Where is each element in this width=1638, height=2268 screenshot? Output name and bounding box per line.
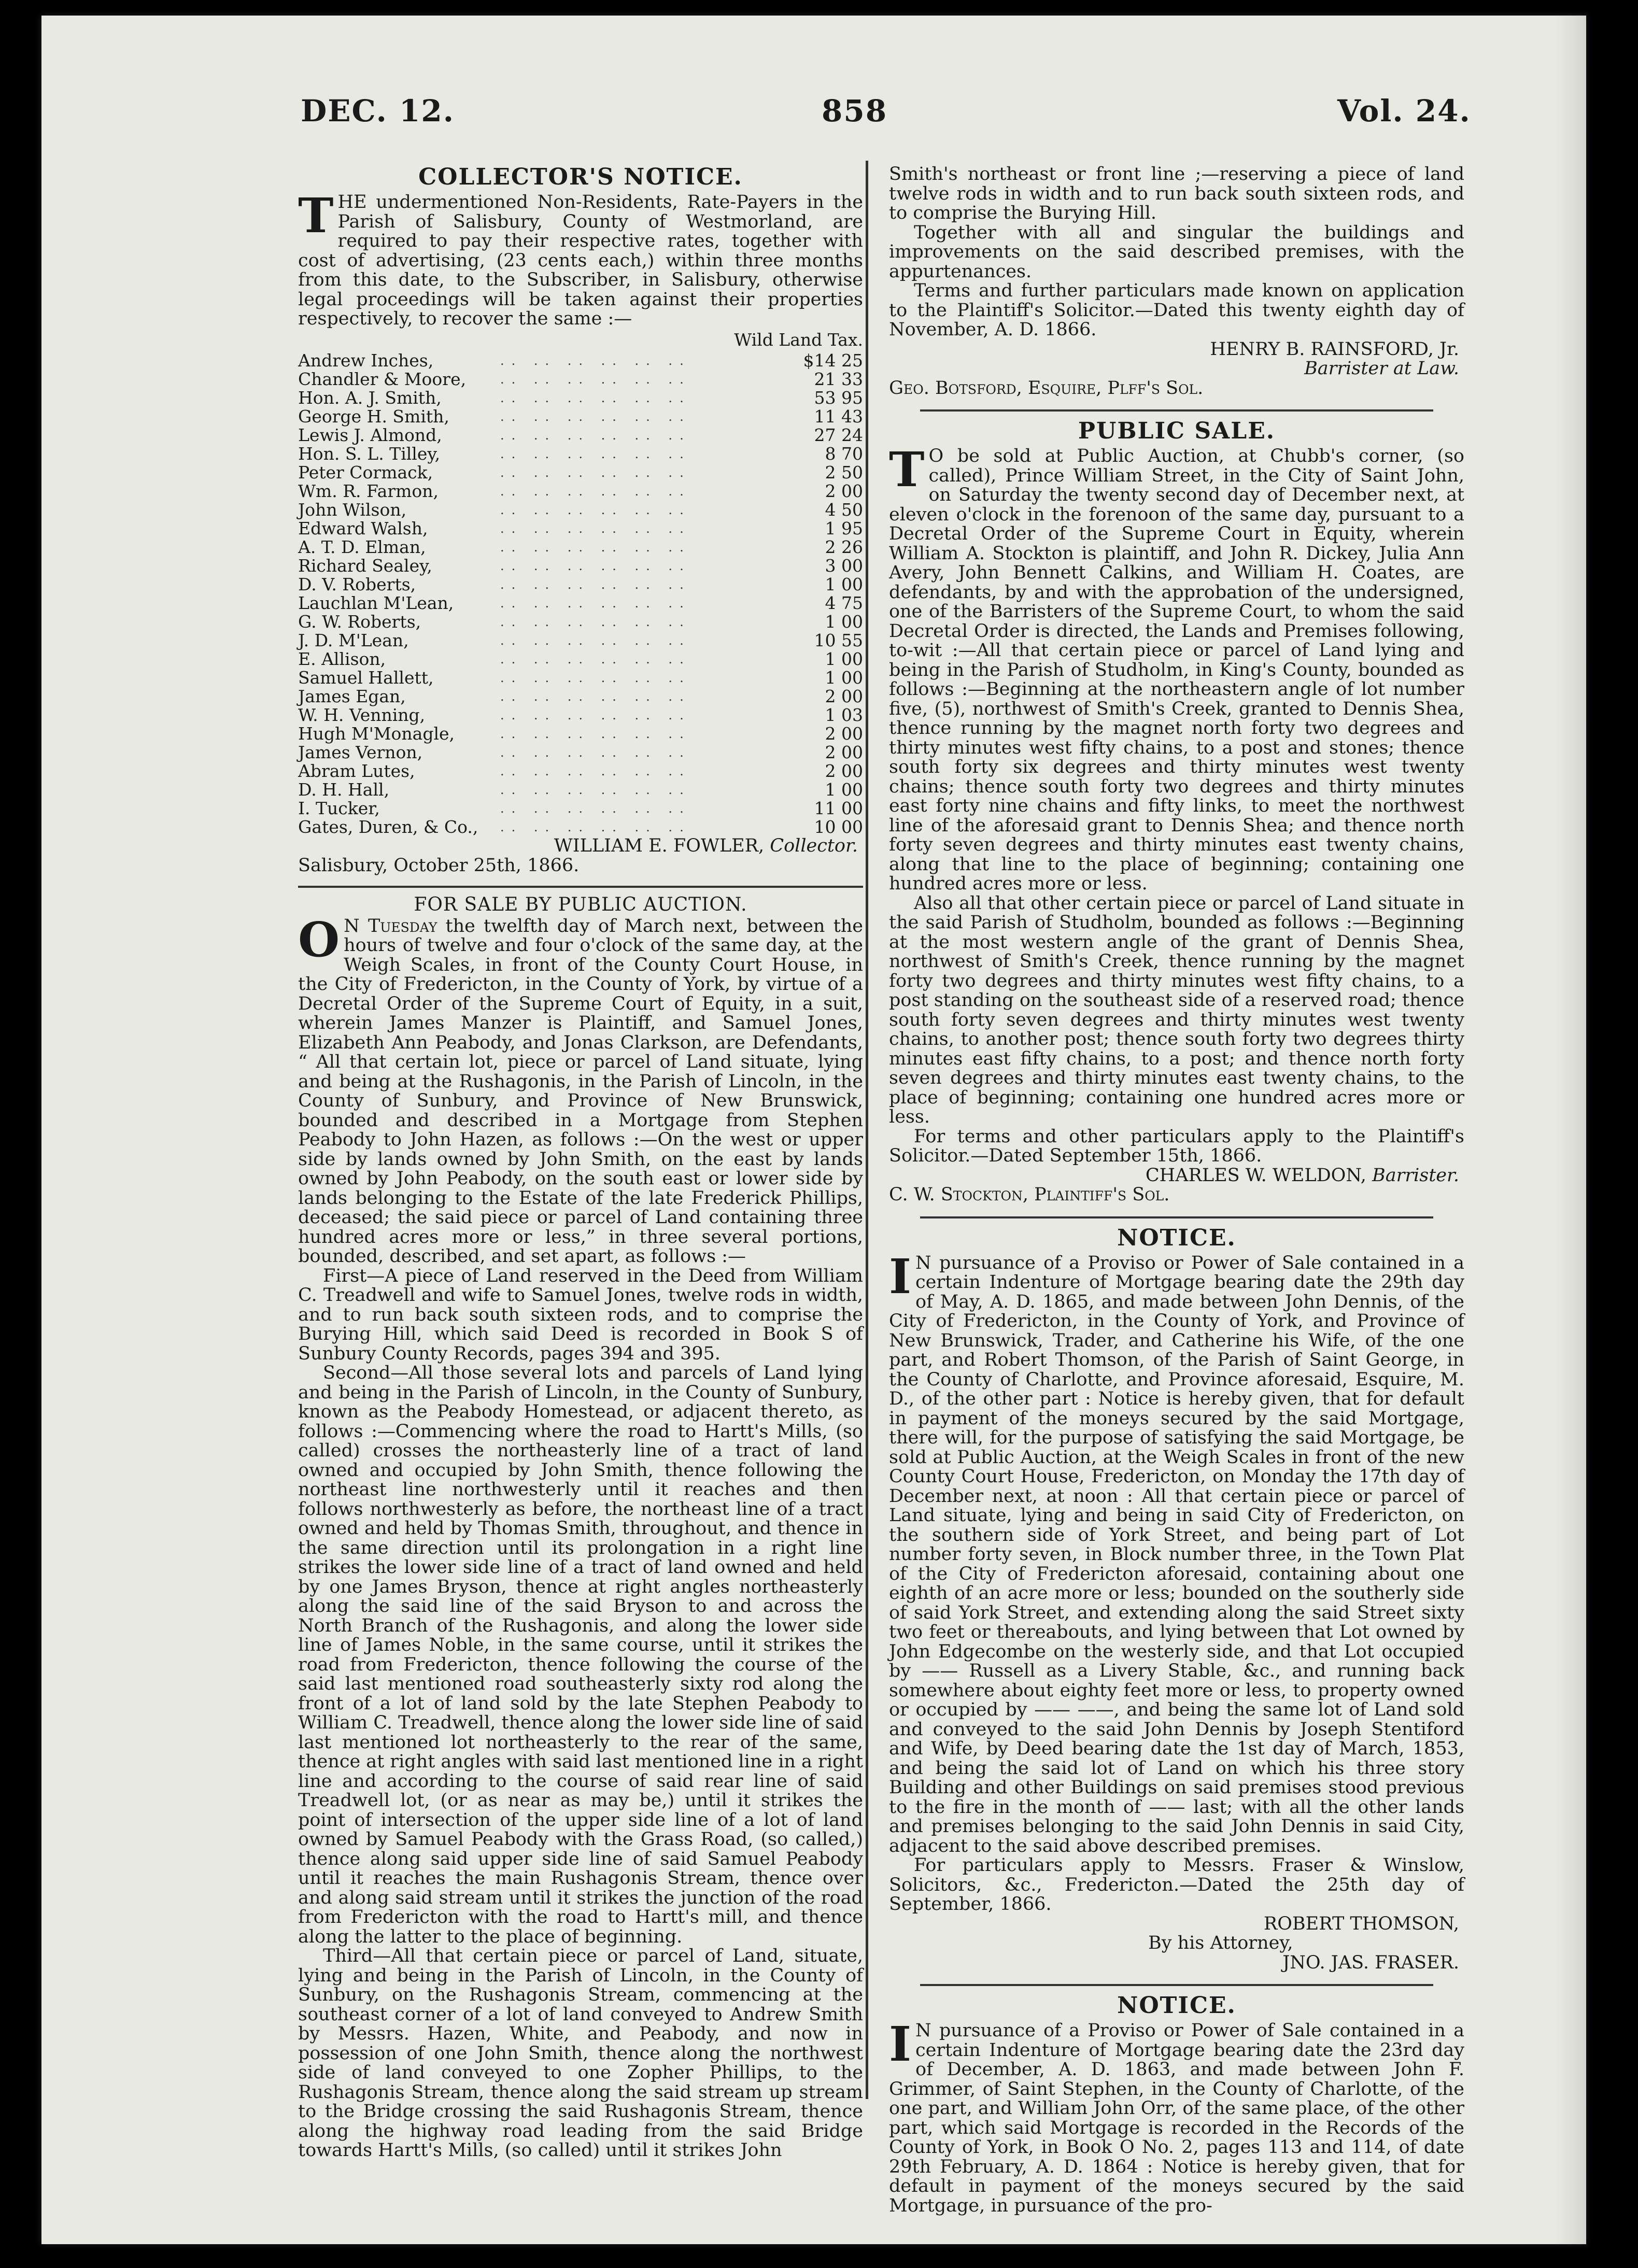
taxpayer-name: George H. Smith, [298, 406, 449, 427]
tax-row [298, 389, 863, 407]
section-rule [920, 1216, 1433, 1218]
taxpayer-name: Lauchlan M'Lean, [298, 593, 454, 613]
tax-amount: 2 00 [825, 742, 863, 762]
leader-dots: .. .. .. .. .. .. [500, 521, 691, 536]
notice-one-signature: ROBERT THOMSON, [1263, 1913, 1459, 1934]
leader-dots: .. .. .. .. .. .. [500, 689, 691, 704]
leader-dots: .. .. .. .. .. .. [500, 540, 691, 555]
leader-dots: .. .. .. .. .. .. [500, 447, 691, 461]
notice-one-body [889, 1248, 1464, 1856]
tax-row [298, 687, 863, 706]
tax-amount: 2 00 [825, 686, 863, 706]
auction-signature-title: Barrister at Law. [1304, 358, 1459, 379]
leader-dots: .. .. .. .. .. .. [500, 484, 691, 499]
public-sale-body [889, 442, 1464, 894]
public-sale-also: Also all that other certain piece or parcel of Land situate in the said Parish of Studholm, bounded as follows :—Beginning at the most western angle of the grant of Dennis Shea, northwest of Smith's Creek, thence running by the magnet forty two degrees and thirty minutes west fifty chains, to a post standing on the southeast side of a reserved road; thence south forty seven degrees and thirty minutes west twenty chains, to another post; thence south forty two degrees thirty minutes east fifty chains, to a post; and thence north forty seven degrees and thirty minutes east twenty chains, to the place of beginning; containing one hundred acres more or less. [889, 892, 1464, 1127]
drop-cap: I [889, 2016, 912, 2072]
header-date: DEC. 12. [301, 93, 455, 129]
leader-dots: .. .. .. .. .. .. [500, 708, 691, 722]
tax-row [298, 706, 863, 725]
tax-amount: 8 70 [825, 444, 863, 464]
tax-row [298, 743, 863, 762]
auction-second-parcel: Second—All those several lots and parcels of Land lying and being in the Parish of Lincoln, in the County of Sunbury, known as the Peabody Homestead, or adjacent thereto, as follows :—Commencing where the road to Hartt's Mills, (so called) crosses the northeasterly line of a tract of land owned and occupied by John Smith, thence following the northeast line northwesterly until it reaches and then follows northwesterly as before, the northeast line of a tract owned and held by Thomas Smith, throughout, and thence in the same direction until its prolongation in a right line strikes the lower side line of a tract of land owned and held by one James Bryson, thence at right angles northeasterly along the said line of the said Bryson to and across the North Branch of the Rushagonis, and along the lower side line of James Noble, in the same course, until it strikes the road from Fredericton, thence following the course of the said last mentioned road southeasterly sixty rod along the front of a lot of land sold by the late Stephen Peabody to William C. Treadwell, thence along the lower side line of said last mentioned lot northeasterly to the rear of the same, thence at right angles with said last mentioned line in a right line and according to the course of said rear line of said Treadwell lot, (or as near as may be,) until it strikes the point of intersection of the upper side line of a lot of land owned by Samuel Peabody with the Grass Road, (so called,) thence along said upper side line of said Samuel Peabody until it reaches the main Rushagonis Stream, thence over and along said stream until it strikes the junction of the road from Fredericton with the road to Hartt's mill, and thence along the latter to the place of beginning. [298, 1363, 863, 1947]
taxpayer-name: I. Tucker, [298, 798, 380, 818]
public-sale [889, 419, 1464, 1205]
tax-amount: 2 26 [825, 537, 863, 557]
leader-dots: .. .. .. .. .. .. [500, 671, 691, 685]
leader-dots: .. .. .. .. .. .. [500, 577, 691, 592]
tax-amount: 4 75 [825, 593, 863, 613]
tax-amount: 1 00 [825, 649, 863, 669]
notice-one-attorney: By his Attorney, [1148, 1933, 1293, 1953]
leader-dots: .. .. .. .. .. .. [500, 801, 691, 816]
tax-row [298, 445, 863, 463]
tax-amount: 10 55 [814, 630, 863, 650]
taxpayer-name: Lewis J. Almond, [298, 425, 442, 445]
public-sale-signer: CHARLES W. WELDON, [1145, 1165, 1366, 1186]
tax-row [298, 818, 863, 837]
leader-dots: .. .. .. .. .. .. [500, 409, 691, 424]
tax-row [298, 594, 863, 613]
tax-row [298, 370, 863, 389]
taxpayer-name: A. T. D. Elman, [298, 537, 426, 557]
column-divider [866, 161, 868, 2099]
taxpayer-name: Richard Sealey, [298, 556, 432, 576]
auction-continuation: Smith's northeast or front line ;—reserving a piece of land twelve rods in width and to run back south sixteen rods, and to comprise the Burying Hill. [889, 164, 1464, 223]
tax-row [298, 613, 863, 631]
drop-cap: I [889, 1248, 912, 1305]
tax-row [298, 631, 863, 650]
taxpayer-name: Andrew Inches, [298, 350, 434, 371]
public-sale-title: PUBLIC SALE. [1078, 418, 1276, 444]
notice-one [889, 1226, 1464, 1973]
leader-dots: .. .. .. .. .. .. [500, 745, 691, 760]
notice-one-particulars: For particulars apply to Messrs. Fraser & Winslow, Solicitors, &c., Fredericton.—Dated the 25th day of September, 1866. [889, 1855, 1464, 1915]
auction-solicitor: Geo. Botsford, Esquire, Plff's Sol. [889, 377, 1204, 399]
public-sale-solicitor: C. W. Stockton, Plaintiff's Sol. [889, 1184, 1170, 1205]
drop-cap: T [298, 188, 334, 244]
tax-row [298, 669, 863, 687]
collector-name: WILLIAM E. FOWLER, [554, 835, 765, 856]
auction-lead-word: N Tuesday [344, 915, 437, 937]
auction-sale-body [298, 911, 863, 1267]
tax-amount: 2 50 [825, 462, 863, 483]
taxpayer-name: D. V. Roberts, [298, 574, 416, 594]
leader-dots: .. .. .. .. .. .. [500, 783, 691, 797]
leader-dots: .. .. .. .. .. .. [500, 465, 691, 480]
tax-amount: $14 25 [803, 350, 863, 371]
right-column [889, 165, 1464, 2216]
taxpayer-name: E. Allison, [298, 649, 386, 669]
tax-row [298, 501, 863, 519]
leader-dots: .. .. .. .. .. .. [500, 391, 691, 405]
auction-together: Together with all and singular the buildings and improvements on the said described premises, with the appurtenances. [889, 222, 1464, 282]
tax-row [298, 557, 863, 575]
taxpayer-name: Abram Lutes, [298, 761, 415, 781]
notice-one-title: NOTICE. [1117, 1224, 1236, 1251]
tax-row [298, 407, 863, 426]
collector-notice-title: COLLECTOR'S NOTICE. [418, 164, 743, 190]
section-rule [920, 409, 1433, 412]
collector-title: Collector. [770, 835, 858, 856]
drop-cap: T [889, 442, 925, 498]
leader-dots: .. .. .. .. .. .. [500, 764, 691, 778]
collector-dateline: Salisbury, October 25th, 1866. [298, 855, 580, 876]
leader-dots: .. .. .. .. .. .. [500, 353, 691, 368]
taxpayer-name: G. W. Roberts, [298, 612, 421, 632]
auction-sale [298, 895, 863, 2161]
taxpayer-name: James Egan, [298, 686, 406, 706]
tax-column-header: Wild Land Tax. [734, 329, 863, 350]
section-rule [920, 1984, 1433, 1986]
tax-amount: 1 00 [825, 779, 863, 800]
leader-dots: .. .. .. .. .. .. [500, 428, 691, 443]
tax-row [298, 725, 863, 743]
notice-two [889, 1993, 1464, 2216]
tax-amount: 10 00 [814, 817, 863, 837]
tax-amount: 1 00 [825, 612, 863, 632]
auction-first-parcel: First—A piece of Land reserved in the Deed from William C. Treadwell and wife to Samuel Jones, twelve rods in width, and to run back south sixteen rods, and to comprise the Burying Hill, which said Deed is recorded in Book S of Sunbury County Records, pages 394 and 395. [298, 1265, 863, 1364]
collector-notice [298, 165, 863, 875]
leader-dots: .. .. .. .. .. .. [500, 503, 691, 517]
tax-row [298, 519, 863, 538]
taxpayer-name: Wm. R. Farmon, [298, 481, 439, 501]
tax-amount: 21 33 [814, 369, 863, 389]
drop-cap: O [298, 911, 340, 968]
leader-dots: .. .. .. .. .. .. [500, 372, 691, 387]
auction-sale-title: FOR SALE BY PUBLIC AUCTION. [414, 894, 747, 915]
tax-row [298, 575, 863, 594]
notice-two-title: NOTICE. [1117, 1992, 1236, 2019]
tax-amount: 4 50 [825, 500, 863, 520]
tax-amount: 1 00 [825, 668, 863, 688]
leader-dots: .. .. .. .. .. .. [500, 652, 691, 667]
tax-amount: 27 24 [814, 425, 863, 445]
tax-amount: 11 00 [814, 798, 863, 818]
public-sale-signer-title: Barrister. [1372, 1165, 1459, 1186]
leader-dots: .. .. .. .. .. .. [500, 820, 691, 834]
tax-amount: 2 00 [825, 761, 863, 781]
taxpayer-name: John Wilson, [298, 500, 407, 520]
tax-amount: 2 00 [825, 724, 863, 744]
tax-row [298, 762, 863, 781]
tax-amount: 11 43 [814, 406, 863, 427]
leader-dots: .. .. .. .. .. .. [500, 615, 691, 629]
tax-amount: 1 03 [825, 705, 863, 725]
public-sale-signature [889, 1166, 1459, 1186]
tax-row [298, 538, 863, 557]
header-page-number: 858 [822, 93, 888, 129]
public-sale-terms: For terms and other particulars apply to the Plaintiff's Solicitor.—Dated September 15th, 1866. [889, 1126, 1464, 1166]
notice-two-body [889, 2016, 1464, 2216]
taxpayer-name: Hon. S. L. Tilley, [298, 444, 441, 464]
tax-amount: 53 95 [814, 388, 863, 408]
taxpayer-name: J. D. M'Lean, [298, 630, 409, 650]
tax-row [298, 351, 863, 370]
tax-row [298, 650, 863, 669]
tax-row [298, 781, 863, 799]
taxpayer-name: W. H. Venning, [298, 705, 426, 725]
notice-two-text: N pursuance of a Proviso or Power of Sale contained in a certain Indenture of Mortgage bearing date the 23rd day of December, A. D. 1863, and made between John F. Grimmer, of Saint Stephen, in the County of Charlotte, of the one part, and William John Orr, of the same place, of the other part, which said Mortgage is recorded in the Records of the County of York, in Book O No. 2, pages 113 and 114, of date 29th February, A. D. 1864 : Notice is hereby given, that for default in payment of the moneys secured by the said Mortgage, in pursuance of the pro- [889, 2020, 1464, 2216]
notice-one-attorney-name: JNO. JAS. FRASER. [1282, 1952, 1459, 1973]
taxpayer-name: D. H. Hall, [298, 779, 390, 800]
header-volume: Vol. 24. [1337, 93, 1471, 129]
tax-row [298, 799, 863, 818]
taxpayer-name: James Vernon, [298, 742, 423, 762]
auction-third-parcel: Third—All that certain piece or parcel of Land, situate, lying and being in the Parish of Lincoln, in the County of Sunbury, on the Rushagonis Stream, commencing at the southeast corner of a lot of land conveyed to Andrew Smith by Messrs. Hazen, White, and Peabody, and now in possession of one John Smith, thence along the northwest side of land conveyed to one Zopher Phillips, to the Rushagonis Stream, thence along the said stream up stream to the Bridge crossing the said Rushagonis Stream, thence along the highway road leading from the said Bridge towards Hartt's Mills, (so called) until it strikes John [298, 1946, 863, 2161]
taxpayer-name: Chandler & Moore, [298, 369, 467, 389]
tax-amount: 3 00 [825, 556, 863, 576]
tax-row [298, 463, 863, 482]
taxpayer-name: Edward Walsh, [298, 518, 428, 538]
taxpayer-name: Samuel Hallett, [298, 668, 434, 688]
section-rule [298, 886, 863, 888]
auction-signature-name: HENRY B. RAINSFORD, Jr. [1210, 338, 1459, 360]
taxpayer-name: Peter Cormack, [298, 462, 433, 483]
left-column [298, 165, 863, 2161]
leader-dots: .. .. .. .. .. .. [500, 727, 691, 741]
leader-dots: .. .. .. .. .. .. [500, 559, 691, 573]
auction-sale-text: the twelfth day of March next, between the hours of twelve and four o'clock of the same day, at the Weigh Scales, in front of the County Court House, in the City of Fredericton, in the County of York, by virtue of a Decretal Order of the Supreme Court of Equity, in a suit, wherein James Manzer is Plaintiff, and Samuel Jones, Elizabeth Ann Peabody, and Jonas Clarkson, are Defendants, “ All that certain lot, piece or parcel of Land situate, lying and being at the Rushagonis, in the Parish of Lincoln, in the County of Sunbury, and Province of New Brunswick, bounded and described in a Mortgage from Stephen Peabody to John Hazen, as follows :—On the west or upper side by lands owned by John Smith, on the east by lands owned by John Peabody, on the south east or lower side by lands belonging to the Estate of the late Frederick Phillips, deceased; the said piece or parcel of Land containing three hundred acres more or less,” in three several portions, bounded, described, and set apart, as follows :— [298, 915, 863, 1267]
leader-dots: .. .. .. .. .. .. [500, 633, 691, 648]
public-sale-text: O be sold at Public Auction, at Chubb's corner, (so called), Prince William Street, in the City of Saint John, on Saturday the twenty second day of December next, at eleven o'clock in the forenoon of the same day, pursuant to a Decretal Order of the Supreme Court in Equity, wherein William A. Stockton is plaintiff, and John R. Dickey, Julia Ann Avery, John Bennett Calkins, and William H. Coates, are defendants, by and with the approbation of the undersigned, one of the Barristers of the Supreme Court, to whom the said Decretal Order is directed, the Lands and Premises following, to-wit :—All that certain piece or parcel of Land lying and being in the Parish of Studholm, in King's County, bounded as follows :—Beginning at the northeastern angle of lot number five, (5), northwest of Smith's Creek, granted to Dennis Shea, thence running by the magnet north forty two degrees and thirty minutes west fifty chains, to a post and stones; thence south forty six degrees and thirty minutes west twenty chains; thence south forty two degrees and thirty minutes east forty nine chains and fifty links, to meet the northwest line of the aforesaid grant to Dennis Shea; and thence north forty seven degrees and thirty minutes east twenty chains, along that line to the place of beginning; containing one hundred acres more or less. [889, 446, 1464, 894]
leader-dots: .. .. .. .. .. .. [500, 596, 691, 611]
auction-terms: Terms and further particulars made known on application to the Plaintiff's Solicitor.—Dated this twenty eighth day of November, A. D. 1866. [889, 280, 1464, 340]
taxpayer-name: Hon. A. J. Smith, [298, 388, 442, 408]
taxpayer-name: Gates, Duren, & Co., [298, 817, 478, 837]
notice-one-text: N pursuance of a Proviso or Power of Sale contained in a certain Indenture of Mortgage bearing date the 29th day of May, A. D. 1865, and made between John Dennis, of the City of Fredericton, in the County of York, and Province of New Brunswick, Trader, and Catherine his Wife, of the one part, and Robert Thomson, of the Parish of Saint George, in the County of Charlotte, and Province aforesaid, Esquire, M. D., of the other part : Notice is hereby given, that for default in payment of the moneys secured by the said Mortgage, there will, for the purpose of satisfying the said Mortgage, be sold at Public Auction, at the Weigh Scales in front of the new County Court House, Fredericton, on Monday the 17th day of December next, at noon : All that certain piece or parcel of Land situate, lying and being in said City of Fredericton, on the southern side of York Street, and being part of Lot number forty seven, in Block number three, in the Town Plat of the City of Fredericton aforesaid, containing about one eighth of an acre more or less; bounded on the southerly side of said York Street, and extending along the said Street sixty two feet or thereabouts, and lying between that Lot owned by John Edgecombe on the westerly side, and that Lot occupied by —— Russell as a Livery Stable, &c., and running back somewhere about eighty feet more or less, to property owned or occupied by —— ——, and being the same lot of Land sold and conveyed to the said John Dennis by Joseph Stentiford and Wife, by Deed bearing date the 1st day of March, 1853, and being the said lot of Land on which his three story Building and other Buildings on said premises stood previous to the fire in the month of —— last; with all the other lands and premises belonging to the said John Dennis in said City, adjacent to the said above described premises. [889, 1252, 1464, 1856]
tax-table [298, 351, 863, 837]
tax-amount: 2 00 [825, 481, 863, 501]
auction-sale-continued [889, 165, 1464, 398]
collector-notice-body [298, 188, 863, 329]
taxpayer-name: Hugh M'Monagle, [298, 724, 455, 744]
tax-row [298, 482, 863, 501]
collector-notice-text: HE undermentioned Non-Residents, Rate-Payers in the Parish of Salisbury, County of Westmorland, are required to pay their respective rates, together with cost of advertising, (23 cents each,) within three months from this date, to the Subscriber, in Salisbury, otherwise legal proceedings will be taken against their properties respectively, to recover the same :— [298, 192, 863, 329]
tax-amount: 1 95 [825, 518, 863, 538]
tax-row [298, 426, 863, 445]
tax-amount: 1 00 [825, 574, 863, 594]
collector-signature [298, 837, 858, 856]
